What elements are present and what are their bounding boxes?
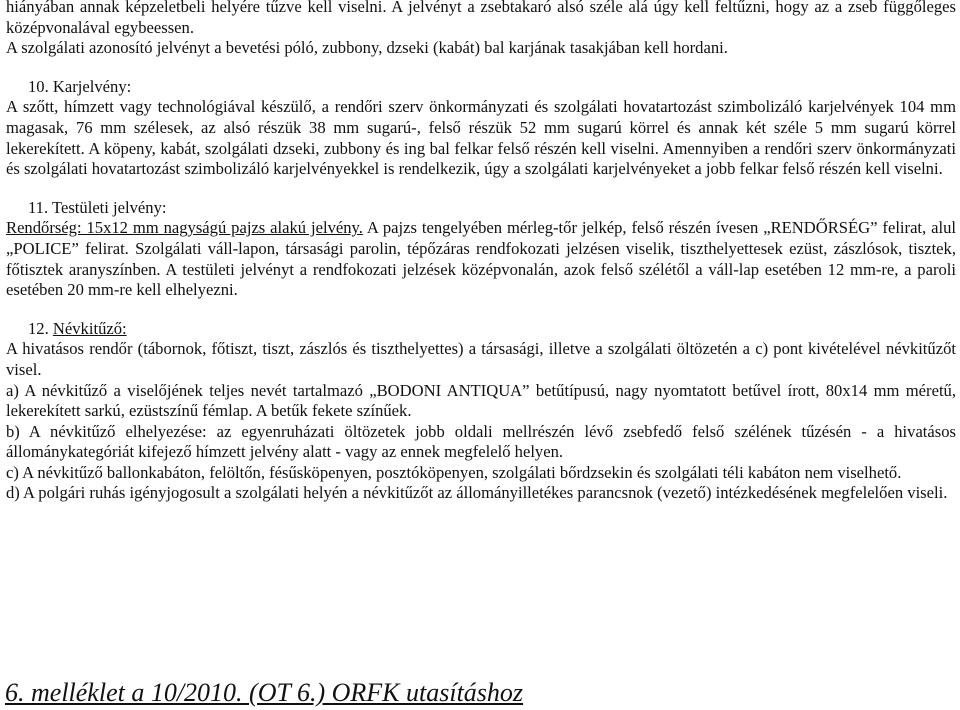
section-10-heading <box>6 77 956 98</box>
section-12-item-d: d) A polgári ruhás igényjogosult a szolgálati helyén a névkitűzőt az állományilletékes parancsnok (vezető) intézkedésének megfelelően viseli. <box>6 483 948 503</box>
section-11-title: Testületi jelvény: <box>52 197 167 217</box>
intro-paragraph-1: hiányában annak képzeletbeli helyére tűzve kell viselni. A jelvényt a zsebtakaró alsó széle alá úgy kell feltűzni, hogy az a zseb függőleges középvonalával egybeessen. <box>6 0 956 37</box>
intro-paragraph-2: A szolgálati azonosító jelvényt a bevetési póló, zubbony, dzseki (kabát) bal karjának tasakjában kell hordani. <box>6 38 728 58</box>
section-11-number: 11. <box>28 197 49 217</box>
section-10-title: Karjelvény: <box>52 76 132 96</box>
section-12-item-a: a) A névkitűző a viselőjének teljes nevét tartalmazó „BODONI ANTIQUA” betűtípusú, nagy nyomtatott betűvel írott, 80x14 mm méretű, lekerekített sarkú, ezüstszínű fémlap. A betűk fekete színűek. <box>6 380 956 421</box>
section-12-item-c: c) A névkitűző ballonkabáton, felöltőn, fésűsköpenyen, posztóköpenyen, szolgálati bőrdzsekin és szolgálati téli kabáton nem viselhető. <box>6 462 902 482</box>
section-11-rest: A pajzs tengelyében mérleg-tőr jelkép, felső részén ívesen „RENDŐRSÉG” felirat, alul „POLICE” felirat. Szolgálati váll-lapon, társasági parolin, tépőzáras rendfokozati jelzésen viselik, tiszthelyettesek ezüst, zászlósok, tisztek, főtisztek aranyszínben. A testületi jelvényt a rendfokozati jelzések középvonalán, azok felső szélétől a váll-lap esetében 12 mm-re, a paroli esetében 20 mm-re kell elhelyezni. <box>6 218 956 300</box>
section-12-title: Névkitűző: <box>52 318 127 338</box>
section-11-heading <box>6 198 956 219</box>
section-12-heading <box>6 319 956 340</box>
section-12-number: 12. <box>28 318 49 338</box>
section-11-lead: Rendőrség: 15x12 mm nagyságú pajzs alakú jelvény. <box>6 218 363 238</box>
section-11-paragraph <box>6 218 956 300</box>
section-12-item-b: b) A névkitűző elhelyezése: az egyenruházati öltözetek jobb oldali mellrészén lévő zsebfedő felső szélének tűzésén - a hivatásos állománykategóriát kifejező hímzett jelvény alatt - vagy az ennek megfelelő helyen. <box>6 421 956 462</box>
section-12-paragraph: A hivatásos rendőr (tábornok, főtiszt, tiszt, zászlós és tiszthelyettes) a társasági, illetve a szolgálati öltözetén a c) pont kivételével névkitűzőt visel. <box>6 339 956 379</box>
section-10-number: 10. <box>28 76 49 96</box>
document-page <box>6 0 956 504</box>
section-10-paragraph: A szőtt, hímzett vagy technológiával készülő, a rendőri szerv önkormányzati és szolgálati hovatartozást szimbolizáló karjelvények 104 mm magasak, 76 mm szélesek, az alsó részük 38 mm sugarú-, felső részük 52 mm sugarú körrel és annak két széle 5 mm sugarú körrel lekerekített. A köpeny, kabát, szolgálati dzseki, zubbony és ing bal felkar felső részén kell viselni. Amennyiben a rendőri szerv önkormányzati és szolgálati hovatartozást szimbolizáló karjelvényekkel is rendelkezik, úgy a szolgálati karjelvényeket a jobb felkar felső részén kell viselni. <box>6 97 956 179</box>
footer-annex-title: 6. melléklet a 10/2010. (OT 6.) ORFK utasításhoz <box>5 678 524 707</box>
